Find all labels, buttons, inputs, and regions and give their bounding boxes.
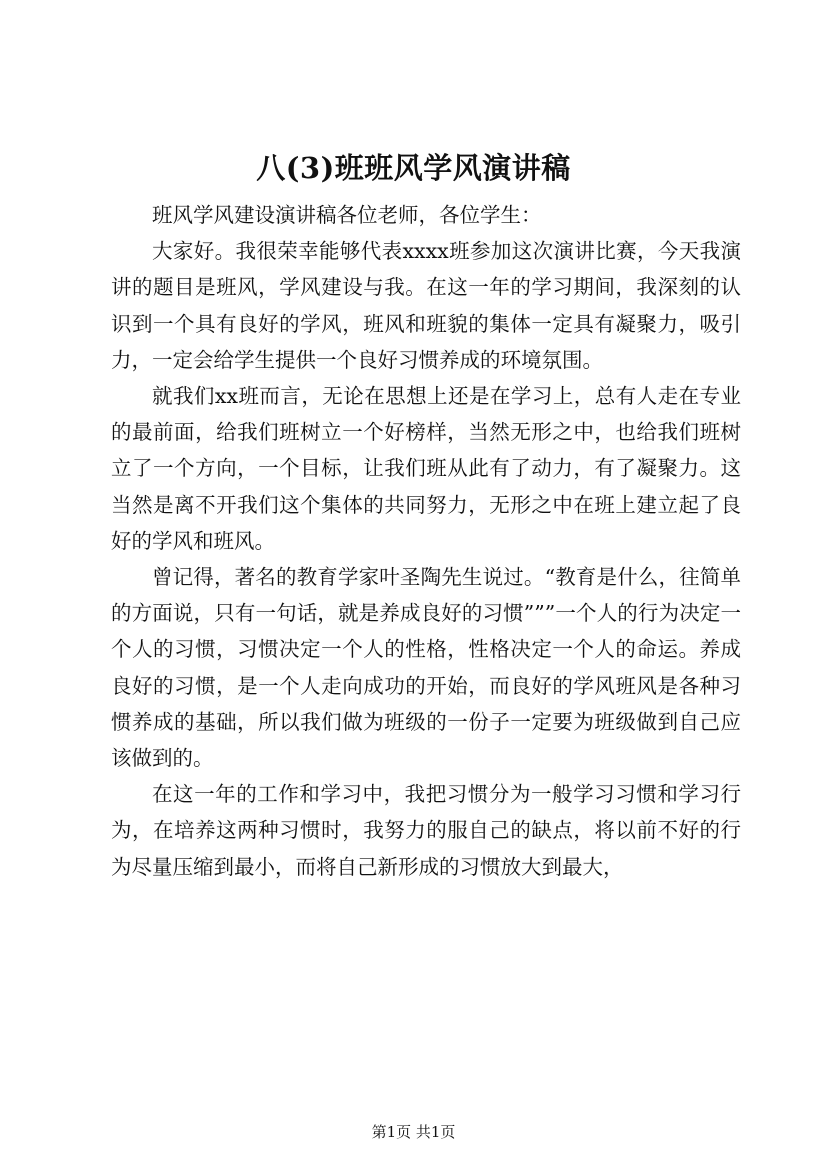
paragraph-salutation: 班风学风建设演讲稿各位老师，各位学生： xyxy=(152,203,542,227)
paragraph-class-example: 就我们xx班而言，无论在思想上还是在学习上，总有人走在专业的最前面，给我们班树立一个好榜样，当然无形之中，也给我们班树立了一个方向，一个目标，让我们班从此有了动力，有了凝聚力。这当然是离不开我们这个集体的共同努力，无形之中在班上建立起了良好的学风和班风。 xyxy=(111,384,741,553)
paragraph-quote: 曾记得，著名的教育学家叶圣陶先生说过。“教育是什么，往简单的方面说，只有一句话，就是养成良好的习惯”””一个人的行为决定一个人的习惯，习惯决定一个人的性格，性格决定一个人的命运。养成良好的习惯，是一个人走向成功的开始，而良好的学风班风是各种习惯养成的基础，所以我们做为班级的一份子一定要为班级做到自己应该做到的。 xyxy=(111,565,741,771)
paragraph-greeting: 大家好。我很荣幸能够代表xxxx班参加这次演讲比赛，今天我演讲的题目是班风，学风建设与我。在这一年的学习期间，我深刻的认识到一个具有良好的学风，班风和班貌的集体一定具有凝聚力，吸引力，一定会给学生提供一个良好习惯养成的环境氛围。 xyxy=(111,239,741,372)
page-footer: 第1页 共1页 xyxy=(371,1123,456,1141)
paragraph-habits: 在这一年的工作和学习中，我把习惯分为一般学习习惯和学习行为，在培养这两种习惯时，我努力的服自己的缺点，将以前不好的行为尽量压缩到最小，而将自己新形成的习惯放大到最大， xyxy=(111,782,741,879)
document-title: 八(3)班班风学风演讲稿 xyxy=(256,151,571,185)
document-body xyxy=(111,197,741,885)
